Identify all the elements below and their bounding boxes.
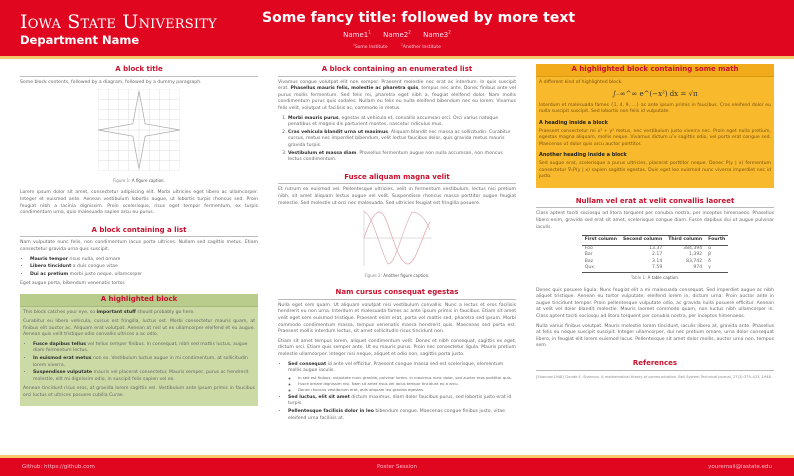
block-text: Praesent consectetur mi x² + y² metus, nec vestibulum justo viverra nec. Proin eget nulla pretium, egestas magna aliquam, mollis neque. Vivamus dictum uᵀv sagittis odio, vel porta erat congue sed. Maecenas ut dolor quis arcu auctor porttitor. bbox=[539, 128, 771, 147]
block-table bbox=[536, 196, 774, 350]
block-text: Nulla eget sem quam. Ut aliquam volutpat nisi vestibulum convallis. Nunc a lectus et eros facilisis hendrerit eu non urna. Interdum et malesuada fames ac ante ipsum primis in faucibus. Etiam sit amet velit eget sem euismod tristique. Praesent enim erat, porta vel mattis sed, pharetra sed ipsum. Morbi commodo condimentum massa, tempus venenatis massa hendrerit quis. Maecenas sed porta est. Praesent mollis interdum lectus, sit amet sollicitudin risus tincidunt non. bbox=[278, 302, 516, 335]
department-name: Department Name bbox=[20, 33, 140, 47]
block-heading: A heading inside a block bbox=[539, 119, 608, 126]
institute: $^2$Another Institute bbox=[401, 42, 441, 50]
column-2 bbox=[278, 64, 516, 425]
list-item: • Sed consequat id ante vel efficitur. Praesent congue massa sed est scelerisque, elementum mollis augue iaculis. ◦ In sed est finibus, vulputate nunc gravida, pulvinar lorem. In maximus nunc dolor, sed auctor eros porttitor quis. ◦ Fusce ornare dignissim nisi. Nam sit amet risus vel lacus tempor tincidunt eu a arcu. ◦ Donec rhoncus vestibulum erat, quis aliquam leo gravida egestas. bbox=[288, 362, 516, 392]
institute-list bbox=[262, 42, 532, 50]
author: $Name1^1$ bbox=[343, 30, 371, 40]
block-text: Lorem ipsum dolor sit amet, consectetur adipiscing elit. Morbi ultricies eget libero ac ullamcorper. Integer et euismod ante. Aenean vestibulum lobortis augue, ut lobortis turpis rhoncus sed. Proin feugiat nibh a lacinia dignissim. Proin scelerisque, risus eget tempor fermentum, ex turpis condimentum urna, quis malesuada sapien arcu eu purus. bbox=[20, 190, 258, 216]
highlighted-block bbox=[20, 294, 258, 406]
figure-caption: Figure 2: Another figure caption. bbox=[364, 272, 430, 278]
enumerated-list bbox=[288, 116, 516, 164]
block-title: Fusce aliquam magna velit bbox=[278, 172, 516, 185]
sub-list-item: ◦ In sed est finibus, vulputate nunc gravida, pulvinar lorem. In maximus nunc dolor, sed auctor eros porttitor quis. bbox=[298, 375, 516, 380]
poster-footer bbox=[0, 458, 794, 476]
list-item: 1. Morbi mauris purus, egestas at vehicula et, convallis accumsan orci. Orci varius natoque penatibus et magnis dis parturient montes, nascetur ridiculus mus. bbox=[288, 116, 516, 129]
list-item: • Sed luctus, elit sit amet dictum maximus, diam dolor faucibus purus, sed lobortis justo erat id turpis. bbox=[288, 395, 516, 408]
block-text: A different kind of highlighted block. bbox=[539, 79, 623, 85]
sub-list bbox=[298, 375, 516, 392]
table-caption: Table 1: A table caption. bbox=[630, 275, 680, 281]
reference-entry: [Shannon1948] Claude E. Shannon. A mathematical theory of communication. Bell System Technical Journal, 27(3):379–423, 1948. bbox=[536, 374, 772, 379]
block-text: Et rutrum ex euismod vel. Pellentesque ultricies, velit in fermentum vestibulum, lectus nisi pretium nibh, sit amet aliquam lectus augue vel velit. Suspendisse rhoncus massa porttitor augue feugiat molestie. Sed molestie ut orci nec malesuada. Sed ultricies feugiat est fringilla posuere. bbox=[278, 187, 516, 206]
institute: $^1$Some Institute bbox=[353, 42, 388, 50]
column-1 bbox=[20, 64, 258, 406]
table-row: Bar 2.17 1,392 β bbox=[584, 252, 712, 258]
data-table bbox=[582, 235, 729, 273]
block-title: Nam cursus consequat egestas bbox=[278, 287, 516, 300]
star-diagram bbox=[20, 89, 258, 175]
list-item: • In euismod erat metus non ex. Vestibulum luctus augue in mi condimentum, at sollicitudin lorem viverra. bbox=[33, 356, 255, 369]
list-item: • Mauris tempor risus nulla, sed ornare bbox=[30, 257, 258, 264]
block-nested-list bbox=[278, 287, 516, 422]
list-item: • Dui ac pretium morbi justo neque, ullamcorper bbox=[30, 272, 258, 279]
block-title: A block containing an enumerated list bbox=[278, 64, 516, 77]
block-title: A block containing a list bbox=[20, 225, 258, 238]
sub-list-item: ◦ Donec rhoncus vestibulum erat, quis aliquam leo gravida egestas. bbox=[298, 387, 516, 392]
block-text: Vivamus congue volutpat elit non semper. Praesent molestie nec erat ac interdum. In quis suscipit erat. Phasellus mauris felis, molestie ac pharetra quis, tempus nec ante. Donec finibus ante vel purus mollis fermentum. Sed felis mi, pharetra eget nibh a, feugiat eleifend dolor. Nam mollis condimentum purus quis sodales. Nullam eu felis eu nulla eleifend bibendum nec eu lorem. Vivamus felis velit, volutpat ut facilisis ac, commodo in metus. bbox=[278, 79, 516, 111]
author-list bbox=[262, 30, 532, 39]
header-stripe bbox=[0, 56, 794, 59]
block-text: This block catches your eye, so important stuff should probably go here. bbox=[23, 309, 195, 315]
sine-cosine-figure bbox=[278, 210, 516, 270]
block-text: Interdum et malesuada fames {1, 4, 9, …} ac ante ipsum primis in faucibus. Cras eleifend dolor eu nulla suscipit suscipit. Sed lobortis non felis id vulputate. bbox=[539, 102, 771, 115]
block-enumerated bbox=[278, 64, 516, 164]
block-title: Nullam vel erat at velit convallis laoreet bbox=[536, 196, 774, 209]
table-row: Baz 3.14 83,742 δ bbox=[584, 258, 711, 264]
author: $Name3^2$ bbox=[423, 30, 451, 40]
github-link[interactable]: Github: https://github.com bbox=[22, 464, 95, 470]
email-link[interactable]: youremail@iastate.edu bbox=[708, 464, 772, 470]
block-text: Nam vulputate nunc felis, non condimentum lacus porta ultrices. Nullam sed sagittis metus. Etiam consectetur gravida urna quis suscipit. bbox=[20, 240, 258, 252]
list-item: • Libero tincidunt a duis congue vitae bbox=[30, 264, 258, 271]
list-item: 2. Cras vehicula blandit urna ut maximus. Aliquam blandit nec massa ac sollicitudin. Curabitur cursus, metus nec imperdiet bibendum, velit lectus faucibus dolor, quis gravida metus mauris gravida turpis. bbox=[288, 130, 516, 150]
block-text: Class aptent taciti sociosqu ad litora torquent per conubia nostra, per inceptos himenaeos. Phasellus libero enim, gravida sed erat sit amet, scelerisque congue diam. Fusce dapibus dui ut augue pulvinar iaculis. bbox=[536, 211, 774, 230]
table-row: Qux 7.59 974 γ bbox=[584, 265, 711, 271]
list-item: • Pellentesque facilisis dolor in leo bibendum congue. Maecenas congue finibus justo, vitae eleifend urna facilisis at. bbox=[288, 409, 516, 422]
block-text: Curabitur eu libero vehicula, cursus est fringilla, luctus est. Morbi consectetur mauris quam, at finibus elit auctor ac. Aliquam erat volutpat. Aenean at nisl ut ex ullamcorper eleifend et eu augue. Aenean quis velit tristique odio convallis ultrices a ac odio. bbox=[23, 319, 255, 338]
block-title: A highlighted block containing some math bbox=[536, 64, 774, 77]
list-item: 3. Vestibulum et massa diam. Phasellus fermentum augue non nulla accumsan, non rhoncus lectus condimentum. bbox=[288, 151, 516, 164]
block-diagram bbox=[20, 64, 258, 217]
block-references bbox=[536, 358, 774, 380]
math-highlighted-block bbox=[536, 64, 774, 188]
university-logo-text: Iowa State University bbox=[20, 11, 217, 33]
sub-list-item: ◦ Fusce ornare dignissim nisi. Nam sit amet risus vel lacus tempor tincidunt eu a arcu. bbox=[298, 381, 516, 386]
poster-header bbox=[0, 0, 794, 56]
table-row: Foo 13.37 384,394 α bbox=[584, 245, 712, 251]
poster-title: Some fancy title: followed by more text bbox=[262, 10, 576, 26]
bullet-list bbox=[288, 362, 516, 423]
block-text: Nulla varius finibus volutpat. Mauris molestie lorem tincidunt, iaculis libero at, gravida ante. Phasellus at felis eu neque suscipit suscipit. Integer ullamcorper, dui nec pretium ornare, urna dolor consequat libero, in feugiat elit lorem euismod lacus. Pellentesque sit amet dolor mollis, auctor urna non, tempus sem. bbox=[536, 323, 774, 349]
table-header-row: First column Second column Third column Fourth bbox=[582, 236, 729, 246]
block-title: References bbox=[536, 358, 774, 371]
block-heading: Another heading inside a block bbox=[539, 152, 627, 159]
block-title: A block title bbox=[20, 64, 258, 77]
block-list bbox=[20, 225, 258, 288]
session-label: Poster Session bbox=[377, 464, 417, 470]
block-text: Donec quis posuere ligula. Nunc feugiat elit a mi malesuada consequat. Sed imperdiet augue ac nibh aliquet tristique. Aenean eu tortor vulputate, eleifend lorem in, dictum urna. Proin auctor ante in augue tincidunt tempor. Proin pellentesque vulputate odio, ac gravida nulla posuere efficitur. Aenean at velit vel dolor blandit molestie. Mauris laoreet commodo quam, non luctus nibh ullamcorper in. Class aptent taciti sociosqu ad litora torquent per conubia nostra, per inceptos himenaeos. bbox=[536, 287, 774, 320]
list-item: • Suspendisse vulputate mauris vel placerat consectetur. Mauris semper, purus ac hendrerit molestie, elit mi dignissim odio, in suscipit felis sapien vel ex. bbox=[33, 370, 255, 383]
bullet-list bbox=[33, 342, 255, 384]
block-text: Sed augue erat, scelerisque a purus ultricies, placerat porttitor neque. Donec P(y | x) fermentum consectetur ∇ₓP(y | x) sapien sagittis egestas. Duis eget leo euismod nunc viverra imperdiet nec id justo. bbox=[539, 160, 771, 180]
list-item: • Fusce dapibus tellus vel tellus semper finibus. In consequat, nibh sed mattis luctus, augue diam fermentum lectus. bbox=[33, 342, 255, 355]
figure-caption: Figure 1: A figure caption. bbox=[113, 177, 165, 183]
block-text: Etiam sit amet tempus lorem, aliquet condimentum velit. Donec et nibh consequat, sagittis ex eget, dictum orci. Etiam quis semper ante. Ut eu mauris purus. Proin nec consectetur ligula. Mauris pretium molestie ullamcorper. Integer nisi neque, aliquet et odio non, sagittis porta justo. bbox=[278, 338, 516, 358]
block-text: Some block contents, followed by a diagram, followed by a dummy paragraph. bbox=[20, 79, 202, 85]
block-text: Aenean tincidunt risus eros, at gravida lorem sagittis vel. Vestibulum ante ipsum primis in faucibus orci luctus et ultrices posuere cubilia Curae. bbox=[23, 386, 255, 399]
block-figure bbox=[278, 172, 516, 280]
block-title: A highlighted block bbox=[20, 294, 258, 307]
author: $Name2^2$ bbox=[383, 30, 411, 40]
bullet-list bbox=[30, 257, 258, 279]
column-3 bbox=[536, 64, 774, 383]
math-equation: ∫₋∞^∞ e^(−x²) dx = √π bbox=[612, 90, 698, 99]
block-text: Eget augue porta, bibendum venenatis tortor. bbox=[20, 281, 126, 287]
